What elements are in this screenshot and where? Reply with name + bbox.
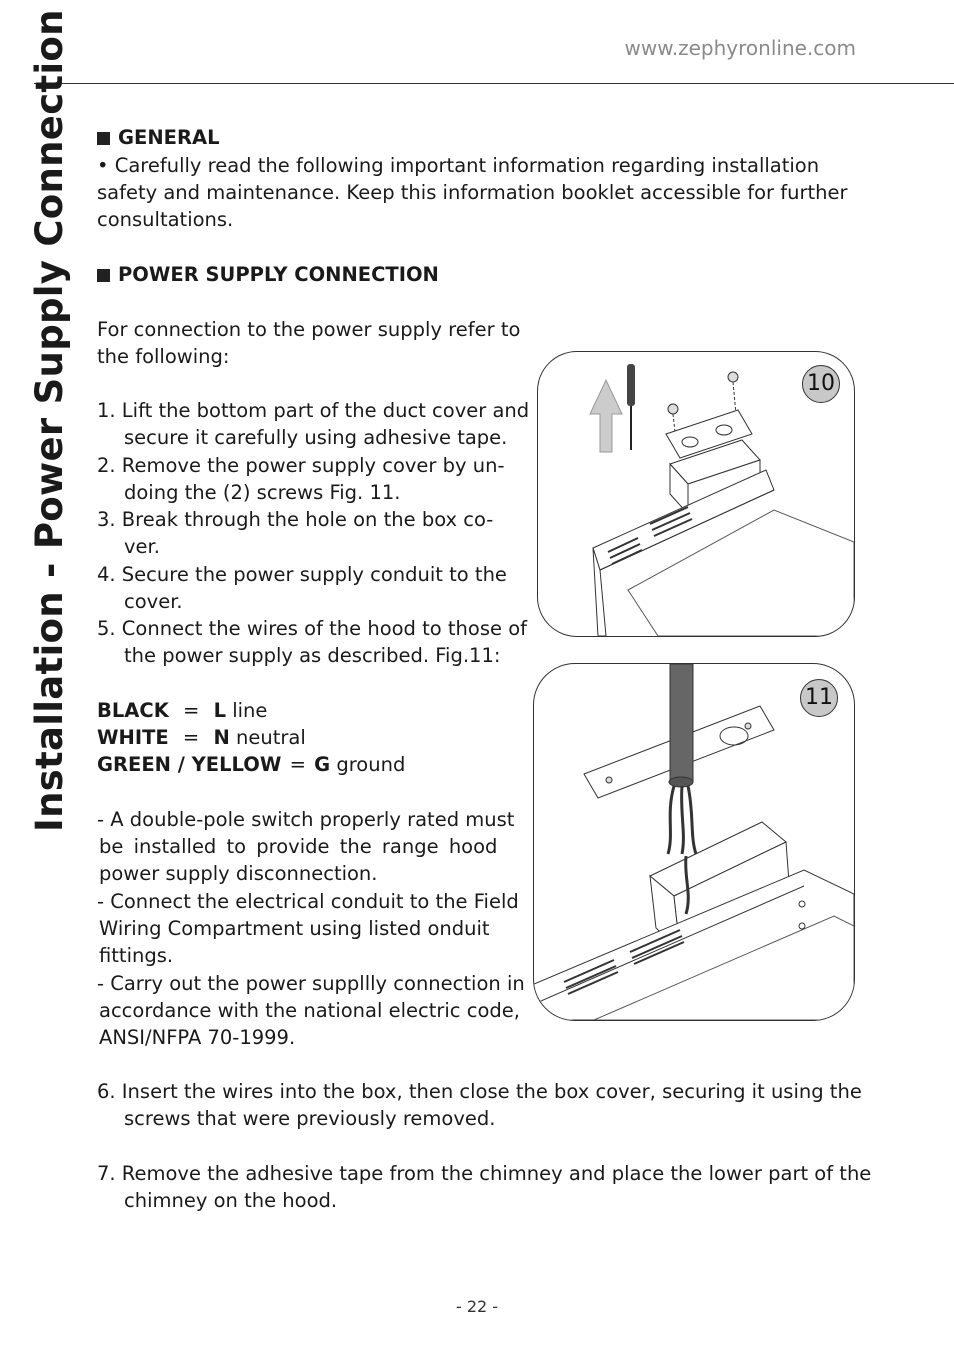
screw-icon: [606, 777, 612, 783]
step-line: screws that were previously removed.: [124, 1107, 496, 1130]
power-heading: POWER SUPPLY CONNECTION: [97, 261, 439, 288]
general-line: • Carefully read the following important information regarding installation: [97, 154, 820, 177]
side-title: Installation - Power Supply Connection: [28, 9, 71, 832]
step-line: cover.: [124, 590, 183, 613]
general-line: safety and maintenance. Keep this information booklet accessible for further: [97, 181, 848, 204]
lift-arrow-icon: [590, 380, 622, 452]
wire-row: BLACK = L line: [97, 699, 268, 722]
intro-line: the following:: [97, 345, 230, 368]
step-line: 3. Break through the hole on the box co-: [97, 508, 494, 531]
header-rule: [34, 83, 954, 84]
figure-number-badge: 11: [800, 679, 838, 717]
step-line: doing the (2) screws Fig. 11.: [124, 481, 401, 504]
screw-icon: [745, 723, 751, 729]
figure-number-badge: 10: [802, 365, 840, 403]
note-line: ANSI/NFPA 70-1999.: [99, 1026, 296, 1049]
conduit-wiring-illustration: [534, 664, 854, 1020]
note-line: - Connect the electrical conduit to the Field: [97, 890, 519, 913]
step-line: 4. Secure the power supply conduit to the: [97, 563, 507, 586]
step-line: 2. Remove the power supply cover by un-: [97, 454, 505, 477]
step-line: chimney on the hood.: [124, 1189, 338, 1212]
step-line: 6. Insert the wires into the box, then close the box cover, securing it using the: [97, 1080, 862, 1103]
intro-line: For connection to the power supply refer to: [97, 318, 521, 341]
note-line: be installed to provide the range hood: [99, 835, 498, 858]
square-bullet-icon: [97, 132, 110, 145]
general-line: consultations.: [97, 208, 234, 231]
step-line: secure it carefully using adhesive tape.: [124, 426, 508, 449]
general-heading: GENERAL: [97, 124, 220, 151]
note-line: Wiring Compartment using listed onduit: [99, 917, 490, 940]
figure-11: [533, 663, 855, 1021]
note-line: - A double-pole switch properly rated must: [97, 808, 515, 831]
note-line: fittings.: [99, 944, 174, 967]
note-line: power supply disconnection.: [99, 862, 378, 885]
step-line: ver.: [124, 535, 160, 558]
screwdriver-icon: [627, 364, 635, 406]
page-number: - 22 -: [455, 1297, 499, 1316]
screw-icon: [668, 404, 678, 414]
note-line: accordance with the national electric code,: [99, 999, 520, 1022]
step-line: 7. Remove the adhesive tape from the chimney and place the lower part of the: [97, 1162, 872, 1185]
wire-row: WHITE = N neutral: [97, 726, 306, 749]
square-bullet-icon: [97, 269, 110, 282]
screw-icon: [728, 372, 738, 382]
conduit-icon: [670, 664, 693, 782]
website-url: www.zephyronline.com: [624, 36, 856, 60]
figure-10: [537, 351, 855, 637]
step-line: the power supply as described. Fig.11:: [124, 644, 501, 667]
step-line: 1. Lift the bottom part of the duct cover and: [97, 399, 530, 422]
note-line: - Carry out the power suppllly connection in: [97, 972, 525, 995]
step-line: 5. Connect the wires of the hood to those of: [97, 617, 527, 640]
wire-row: GREEN / YELLOW = G ground: [97, 753, 406, 776]
